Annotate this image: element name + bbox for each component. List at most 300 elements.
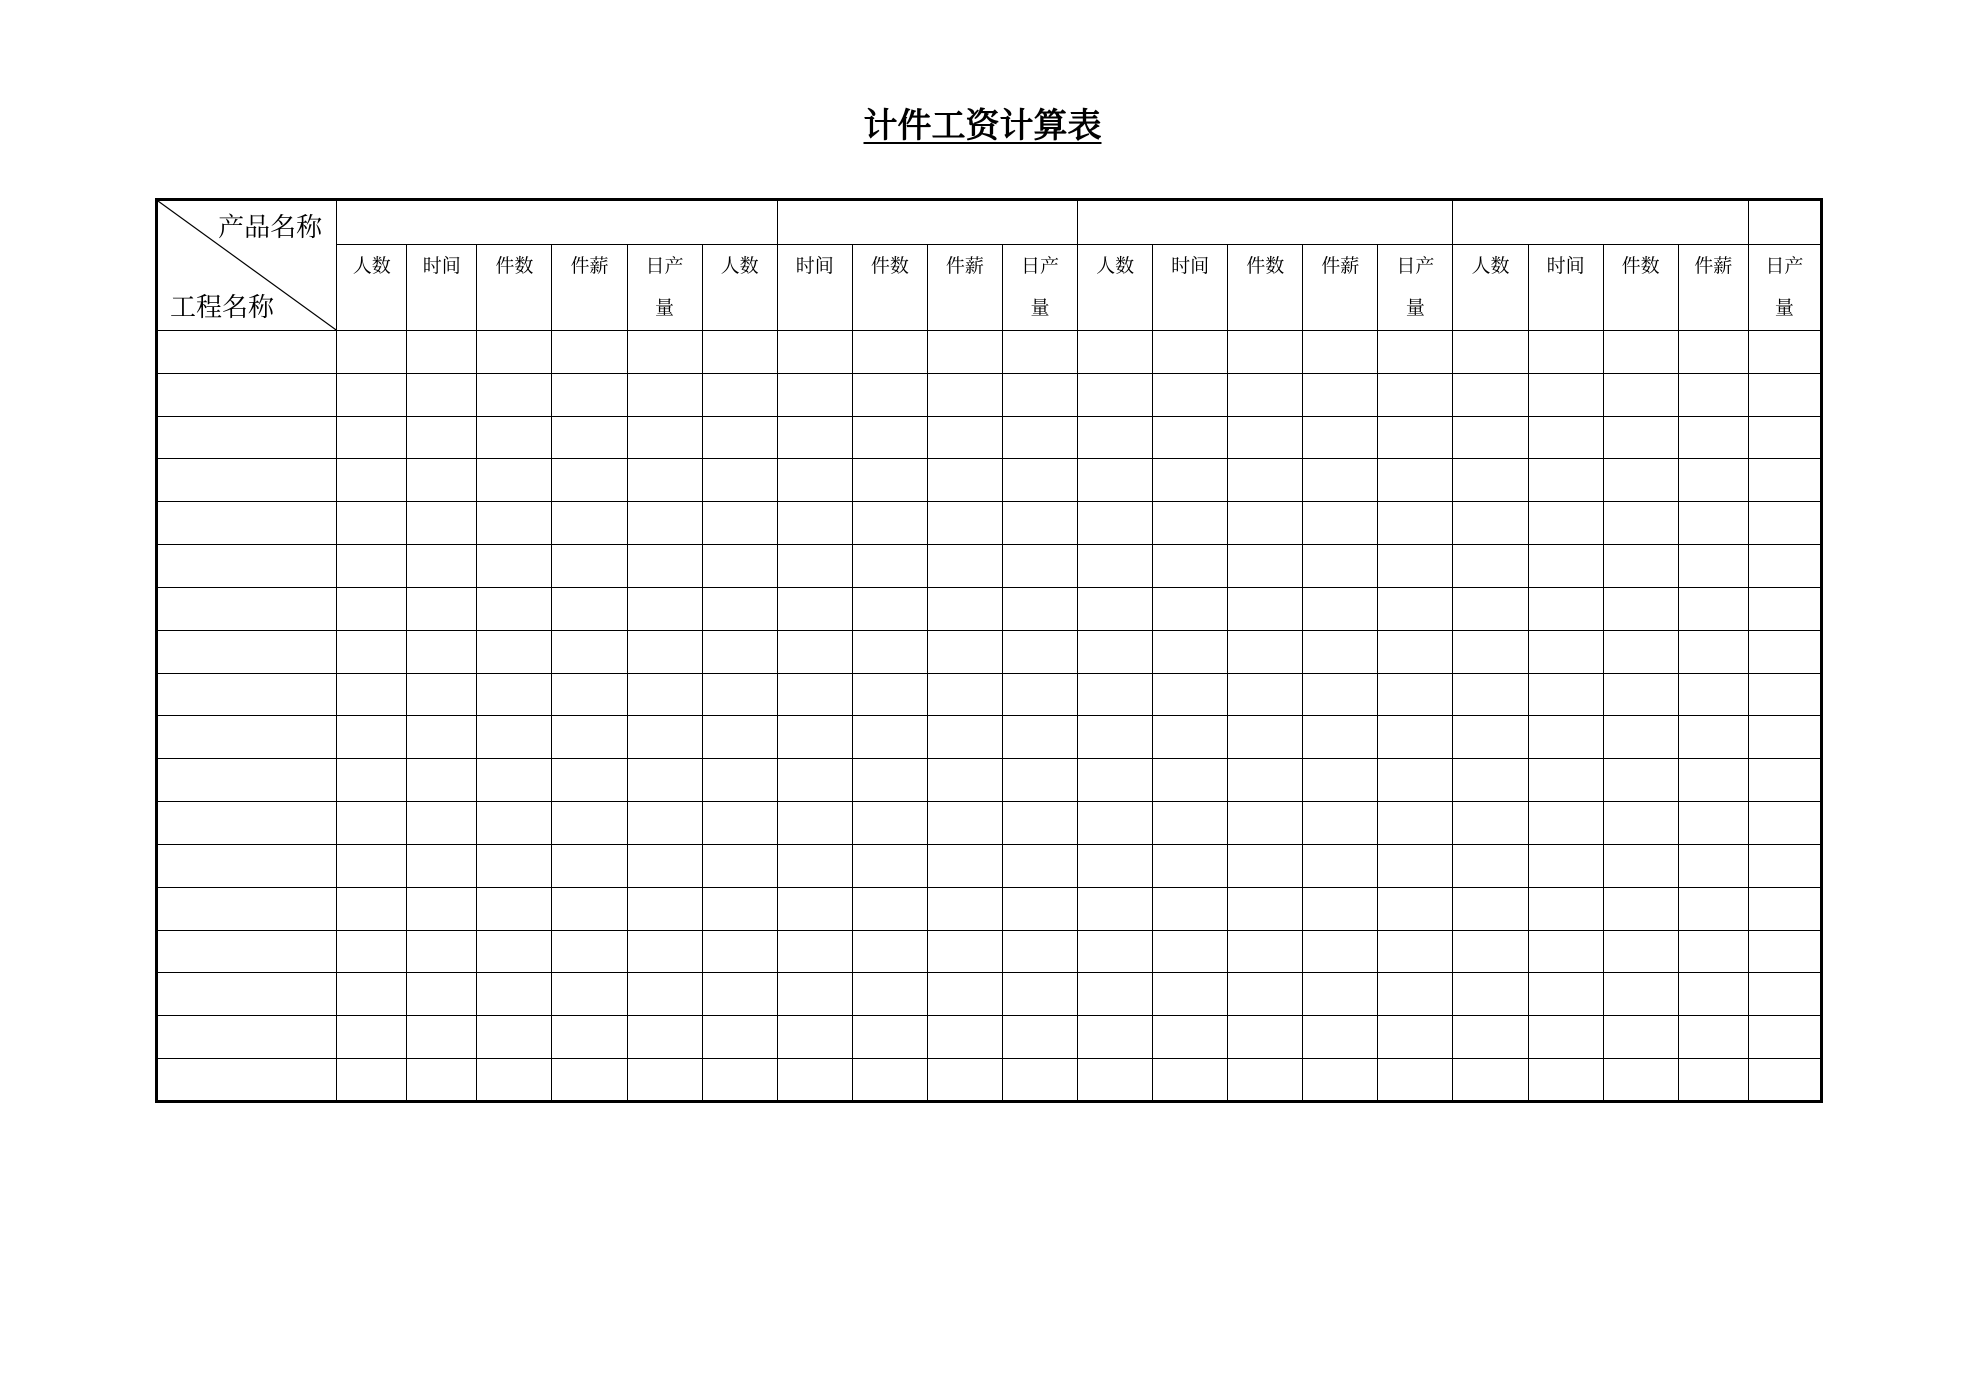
data-cell[interactable]	[1378, 630, 1453, 673]
data-cell[interactable]	[1228, 973, 1303, 1016]
data-cell[interactable]	[1002, 673, 1077, 716]
data-cell[interactable]	[927, 416, 1002, 459]
data-cell[interactable]	[1378, 887, 1453, 930]
data-cell[interactable]	[477, 373, 552, 416]
data-cell[interactable]	[1153, 545, 1228, 588]
data-cell[interactable]	[852, 545, 927, 588]
data-cell[interactable]	[1153, 887, 1228, 930]
data-cell[interactable]	[927, 587, 1002, 630]
data-cell[interactable]	[477, 1059, 552, 1102]
data-cell[interactable]	[927, 930, 1002, 973]
data-cell[interactable]	[702, 416, 777, 459]
data-cell[interactable]	[1678, 630, 1748, 673]
data-cell[interactable]	[927, 844, 1002, 887]
process-name-cell[interactable]	[157, 587, 337, 630]
data-cell[interactable]	[407, 545, 477, 588]
data-cell[interactable]	[1528, 1016, 1603, 1059]
data-cell[interactable]	[1303, 630, 1378, 673]
data-cell[interactable]	[1678, 545, 1748, 588]
data-cell[interactable]	[1378, 759, 1453, 802]
data-cell[interactable]	[1528, 630, 1603, 673]
data-cell[interactable]	[407, 630, 477, 673]
process-name-cell[interactable]	[157, 759, 337, 802]
data-cell[interactable]	[702, 716, 777, 759]
data-cell[interactable]	[552, 502, 627, 545]
data-cell[interactable]	[1378, 502, 1453, 545]
process-name-cell[interactable]	[157, 459, 337, 502]
data-cell[interactable]	[1153, 373, 1228, 416]
data-cell[interactable]	[927, 673, 1002, 716]
data-cell[interactable]	[627, 887, 702, 930]
data-cell[interactable]	[407, 1016, 477, 1059]
data-cell[interactable]	[927, 502, 1002, 545]
data-cell[interactable]	[337, 502, 407, 545]
data-cell[interactable]	[1078, 887, 1153, 930]
data-cell[interactable]	[1228, 1016, 1303, 1059]
process-name-cell[interactable]	[157, 973, 337, 1016]
data-cell[interactable]	[777, 673, 852, 716]
data-cell[interactable]	[1378, 1059, 1453, 1102]
process-name-cell[interactable]	[157, 1059, 337, 1102]
data-cell[interactable]	[777, 1016, 852, 1059]
data-cell[interactable]	[1453, 930, 1528, 973]
data-cell[interactable]	[927, 630, 1002, 673]
data-cell[interactable]	[1078, 373, 1153, 416]
data-cell[interactable]	[777, 930, 852, 973]
data-cell[interactable]	[1528, 973, 1603, 1016]
data-cell[interactable]	[1228, 930, 1303, 973]
data-cell[interactable]	[777, 545, 852, 588]
data-cell[interactable]	[1078, 1016, 1153, 1059]
data-cell[interactable]	[1678, 844, 1748, 887]
data-cell[interactable]	[407, 973, 477, 1016]
data-cell[interactable]	[1002, 373, 1077, 416]
data-cell[interactable]	[1303, 587, 1378, 630]
data-cell[interactable]	[702, 673, 777, 716]
data-cell[interactable]	[1453, 802, 1528, 845]
data-cell[interactable]	[702, 802, 777, 845]
data-cell[interactable]	[627, 973, 702, 1016]
data-cell[interactable]	[1303, 502, 1378, 545]
data-cell[interactable]	[337, 716, 407, 759]
data-cell[interactable]	[702, 331, 777, 374]
data-cell[interactable]	[1078, 930, 1153, 973]
data-cell[interactable]	[337, 759, 407, 802]
data-cell[interactable]	[477, 331, 552, 374]
data-cell[interactable]	[627, 630, 702, 673]
data-cell[interactable]	[407, 844, 477, 887]
process-name-cell[interactable]	[157, 1016, 337, 1059]
data-cell[interactable]	[1002, 930, 1077, 973]
data-cell[interactable]	[337, 459, 407, 502]
data-cell[interactable]	[1002, 844, 1077, 887]
data-cell[interactable]	[1603, 1016, 1678, 1059]
process-name-cell[interactable]	[157, 802, 337, 845]
data-cell[interactable]	[627, 502, 702, 545]
data-cell[interactable]	[852, 1016, 927, 1059]
data-cell[interactable]	[627, 545, 702, 588]
data-cell[interactable]	[1002, 1016, 1077, 1059]
data-cell[interactable]	[1378, 844, 1453, 887]
data-cell[interactable]	[552, 716, 627, 759]
data-cell[interactable]	[477, 844, 552, 887]
data-cell[interactable]	[477, 973, 552, 1016]
data-cell[interactable]	[1528, 545, 1603, 588]
data-cell[interactable]	[1378, 331, 1453, 374]
data-cell[interactable]	[407, 331, 477, 374]
data-cell[interactable]	[1453, 716, 1528, 759]
data-cell[interactable]	[552, 759, 627, 802]
data-cell[interactable]	[627, 373, 702, 416]
data-cell[interactable]	[337, 630, 407, 673]
data-cell[interactable]	[1453, 973, 1528, 1016]
data-cell[interactable]	[1153, 802, 1228, 845]
data-cell[interactable]	[1453, 373, 1528, 416]
data-cell[interactable]	[1378, 673, 1453, 716]
data-cell[interactable]	[1603, 930, 1678, 973]
data-cell[interactable]	[1078, 759, 1153, 802]
process-name-cell[interactable]	[157, 887, 337, 930]
data-cell[interactable]	[1678, 973, 1748, 1016]
data-cell[interactable]	[1303, 459, 1378, 502]
data-cell[interactable]	[1153, 844, 1228, 887]
data-cell[interactable]	[477, 502, 552, 545]
data-cell[interactable]	[337, 1059, 407, 1102]
data-cell[interactable]	[702, 1016, 777, 1059]
data-cell[interactable]	[927, 887, 1002, 930]
data-cell[interactable]	[1303, 887, 1378, 930]
data-cell[interactable]	[852, 373, 927, 416]
data-cell[interactable]	[1228, 1059, 1303, 1102]
data-cell[interactable]	[1748, 545, 1821, 588]
data-cell[interactable]	[1528, 459, 1603, 502]
data-cell[interactable]	[852, 759, 927, 802]
data-cell[interactable]	[1002, 459, 1077, 502]
data-cell[interactable]	[1303, 416, 1378, 459]
data-cell[interactable]	[777, 587, 852, 630]
data-cell[interactable]	[852, 973, 927, 1016]
data-cell[interactable]	[852, 1059, 927, 1102]
data-cell[interactable]	[407, 373, 477, 416]
data-cell[interactable]	[1378, 802, 1453, 845]
data-cell[interactable]	[777, 973, 852, 1016]
data-cell[interactable]	[1528, 373, 1603, 416]
data-cell[interactable]	[1748, 844, 1821, 887]
data-cell[interactable]	[702, 930, 777, 973]
data-cell[interactable]	[1528, 930, 1603, 973]
data-cell[interactable]	[927, 545, 1002, 588]
data-cell[interactable]	[1748, 502, 1821, 545]
data-cell[interactable]	[1678, 373, 1748, 416]
data-cell[interactable]	[1748, 802, 1821, 845]
data-cell[interactable]	[1078, 844, 1153, 887]
data-cell[interactable]	[1002, 973, 1077, 1016]
data-cell[interactable]	[702, 973, 777, 1016]
data-cell[interactable]	[1603, 716, 1678, 759]
data-cell[interactable]	[702, 887, 777, 930]
data-cell[interactable]	[1378, 416, 1453, 459]
data-cell[interactable]	[1153, 459, 1228, 502]
data-cell[interactable]	[1303, 545, 1378, 588]
data-cell[interactable]	[1453, 416, 1528, 459]
data-cell[interactable]	[1002, 502, 1077, 545]
data-cell[interactable]	[1228, 716, 1303, 759]
data-cell[interactable]	[1528, 502, 1603, 545]
data-cell[interactable]	[1228, 802, 1303, 845]
data-cell[interactable]	[1678, 716, 1748, 759]
data-cell[interactable]	[1528, 331, 1603, 374]
data-cell[interactable]	[1228, 416, 1303, 459]
data-cell[interactable]	[1453, 759, 1528, 802]
data-cell[interactable]	[1748, 1016, 1821, 1059]
data-cell[interactable]	[1002, 630, 1077, 673]
data-cell[interactable]	[1228, 887, 1303, 930]
product-name-cell-3[interactable]	[1078, 200, 1453, 245]
data-cell[interactable]	[552, 844, 627, 887]
data-cell[interactable]	[552, 930, 627, 973]
data-cell[interactable]	[1078, 545, 1153, 588]
data-cell[interactable]	[1678, 587, 1748, 630]
data-cell[interactable]	[627, 1059, 702, 1102]
data-cell[interactable]	[407, 416, 477, 459]
data-cell[interactable]	[627, 416, 702, 459]
data-cell[interactable]	[477, 759, 552, 802]
data-cell[interactable]	[1453, 673, 1528, 716]
data-cell[interactable]	[1378, 587, 1453, 630]
data-cell[interactable]	[1603, 802, 1678, 845]
data-cell[interactable]	[477, 587, 552, 630]
data-cell[interactable]	[1153, 673, 1228, 716]
data-cell[interactable]	[1748, 459, 1821, 502]
data-cell[interactable]	[477, 545, 552, 588]
data-cell[interactable]	[1303, 802, 1378, 845]
data-cell[interactable]	[552, 373, 627, 416]
data-cell[interactable]	[1078, 1059, 1153, 1102]
data-cell[interactable]	[407, 887, 477, 930]
data-cell[interactable]	[1228, 587, 1303, 630]
data-cell[interactable]	[1678, 673, 1748, 716]
data-cell[interactable]	[1078, 416, 1153, 459]
data-cell[interactable]	[552, 416, 627, 459]
data-cell[interactable]	[1078, 673, 1153, 716]
data-cell[interactable]	[407, 459, 477, 502]
data-cell[interactable]	[477, 630, 552, 673]
data-cell[interactable]	[1453, 844, 1528, 887]
data-cell[interactable]	[777, 373, 852, 416]
data-cell[interactable]	[1748, 1059, 1821, 1102]
data-cell[interactable]	[1748, 930, 1821, 973]
data-cell[interactable]	[852, 802, 927, 845]
data-cell[interactable]	[1153, 587, 1228, 630]
data-cell[interactable]	[1748, 331, 1821, 374]
data-cell[interactable]	[777, 502, 852, 545]
data-cell[interactable]	[702, 373, 777, 416]
data-cell[interactable]	[1603, 587, 1678, 630]
data-cell[interactable]	[1528, 673, 1603, 716]
data-cell[interactable]	[1303, 973, 1378, 1016]
data-cell[interactable]	[1678, 887, 1748, 930]
process-name-cell[interactable]	[157, 930, 337, 973]
data-cell[interactable]	[1303, 1016, 1378, 1059]
data-cell[interactable]	[1453, 630, 1528, 673]
data-cell[interactable]	[1748, 716, 1821, 759]
data-cell[interactable]	[552, 630, 627, 673]
data-cell[interactable]	[1303, 716, 1378, 759]
data-cell[interactable]	[552, 331, 627, 374]
data-cell[interactable]	[1603, 759, 1678, 802]
data-cell[interactable]	[1002, 887, 1077, 930]
data-cell[interactable]	[1528, 1059, 1603, 1102]
data-cell[interactable]	[552, 587, 627, 630]
data-cell[interactable]	[927, 716, 1002, 759]
process-name-cell[interactable]	[157, 373, 337, 416]
data-cell[interactable]	[852, 459, 927, 502]
data-cell[interactable]	[1153, 630, 1228, 673]
data-cell[interactable]	[627, 587, 702, 630]
data-cell[interactable]	[477, 802, 552, 845]
data-cell[interactable]	[552, 545, 627, 588]
data-cell[interactable]	[702, 459, 777, 502]
data-cell[interactable]	[1528, 802, 1603, 845]
data-cell[interactable]	[1603, 331, 1678, 374]
data-cell[interactable]	[927, 759, 1002, 802]
product-name-cell-4[interactable]	[1453, 200, 1748, 245]
data-cell[interactable]	[1228, 459, 1303, 502]
data-cell[interactable]	[477, 930, 552, 973]
data-cell[interactable]	[1603, 630, 1678, 673]
data-cell[interactable]	[702, 844, 777, 887]
data-cell[interactable]	[777, 802, 852, 845]
data-cell[interactable]	[702, 502, 777, 545]
data-cell[interactable]	[1678, 1016, 1748, 1059]
data-cell[interactable]	[407, 716, 477, 759]
data-cell[interactable]	[1678, 331, 1748, 374]
data-cell[interactable]	[337, 545, 407, 588]
data-cell[interactable]	[1678, 802, 1748, 845]
data-cell[interactable]	[777, 1059, 852, 1102]
data-cell[interactable]	[777, 416, 852, 459]
data-cell[interactable]	[552, 973, 627, 1016]
data-cell[interactable]	[702, 545, 777, 588]
data-cell[interactable]	[1078, 459, 1153, 502]
data-cell[interactable]	[1378, 459, 1453, 502]
data-cell[interactable]	[477, 459, 552, 502]
data-cell[interactable]	[552, 459, 627, 502]
process-name-cell[interactable]	[157, 331, 337, 374]
product-name-cell-2[interactable]	[777, 200, 1077, 245]
data-cell[interactable]	[1303, 930, 1378, 973]
data-cell[interactable]	[1678, 1059, 1748, 1102]
data-cell[interactable]	[627, 331, 702, 374]
data-cell[interactable]	[337, 844, 407, 887]
data-cell[interactable]	[627, 673, 702, 716]
data-cell[interactable]	[627, 759, 702, 802]
data-cell[interactable]	[1228, 630, 1303, 673]
data-cell[interactable]	[1453, 587, 1528, 630]
data-cell[interactable]	[337, 587, 407, 630]
data-cell[interactable]	[407, 802, 477, 845]
data-cell[interactable]	[702, 759, 777, 802]
data-cell[interactable]	[1153, 716, 1228, 759]
data-cell[interactable]	[1303, 331, 1378, 374]
data-cell[interactable]	[1002, 1059, 1077, 1102]
data-cell[interactable]	[407, 673, 477, 716]
data-cell[interactable]	[852, 630, 927, 673]
data-cell[interactable]	[1153, 1059, 1228, 1102]
data-cell[interactable]	[1153, 1016, 1228, 1059]
data-cell[interactable]	[1228, 502, 1303, 545]
data-cell[interactable]	[1378, 973, 1453, 1016]
data-cell[interactable]	[407, 759, 477, 802]
data-cell[interactable]	[1078, 587, 1153, 630]
data-cell[interactable]	[702, 630, 777, 673]
data-cell[interactable]	[1748, 373, 1821, 416]
data-cell[interactable]	[852, 331, 927, 374]
data-cell[interactable]	[852, 502, 927, 545]
data-cell[interactable]	[1603, 1059, 1678, 1102]
data-cell[interactable]	[627, 802, 702, 845]
data-cell[interactable]	[1228, 673, 1303, 716]
process-name-cell[interactable]	[157, 630, 337, 673]
data-cell[interactable]	[1078, 502, 1153, 545]
data-cell[interactable]	[1453, 1016, 1528, 1059]
data-cell[interactable]	[552, 1059, 627, 1102]
data-cell[interactable]	[552, 673, 627, 716]
data-cell[interactable]	[337, 1016, 407, 1059]
data-cell[interactable]	[1378, 1016, 1453, 1059]
data-cell[interactable]	[927, 1059, 1002, 1102]
data-cell[interactable]	[702, 1059, 777, 1102]
data-cell[interactable]	[852, 673, 927, 716]
data-cell[interactable]	[777, 331, 852, 374]
data-cell[interactable]	[1002, 759, 1077, 802]
data-cell[interactable]	[1748, 587, 1821, 630]
data-cell[interactable]	[477, 1016, 552, 1059]
data-cell[interactable]	[1678, 416, 1748, 459]
data-cell[interactable]	[1748, 416, 1821, 459]
data-cell[interactable]	[1453, 331, 1528, 374]
data-cell[interactable]	[702, 587, 777, 630]
process-name-cell[interactable]	[157, 545, 337, 588]
data-cell[interactable]	[1078, 802, 1153, 845]
data-cell[interactable]	[1603, 459, 1678, 502]
data-cell[interactable]	[1748, 630, 1821, 673]
data-cell[interactable]	[1378, 373, 1453, 416]
data-cell[interactable]	[1528, 416, 1603, 459]
data-cell[interactable]	[1078, 331, 1153, 374]
data-cell[interactable]	[852, 887, 927, 930]
data-cell[interactable]	[1303, 844, 1378, 887]
data-cell[interactable]	[407, 502, 477, 545]
data-cell[interactable]	[1228, 844, 1303, 887]
data-cell[interactable]	[1453, 459, 1528, 502]
data-cell[interactable]	[1378, 545, 1453, 588]
data-cell[interactable]	[927, 802, 1002, 845]
process-name-cell[interactable]	[157, 716, 337, 759]
data-cell[interactable]	[1002, 802, 1077, 845]
data-cell[interactable]	[1528, 587, 1603, 630]
data-cell[interactable]	[1748, 759, 1821, 802]
data-cell[interactable]	[407, 930, 477, 973]
data-cell[interactable]	[1153, 930, 1228, 973]
data-cell[interactable]	[477, 716, 552, 759]
data-cell[interactable]	[1748, 887, 1821, 930]
data-cell[interactable]	[1603, 502, 1678, 545]
data-cell[interactable]	[1678, 459, 1748, 502]
data-cell[interactable]	[777, 459, 852, 502]
data-cell[interactable]	[927, 1016, 1002, 1059]
data-cell[interactable]	[852, 416, 927, 459]
